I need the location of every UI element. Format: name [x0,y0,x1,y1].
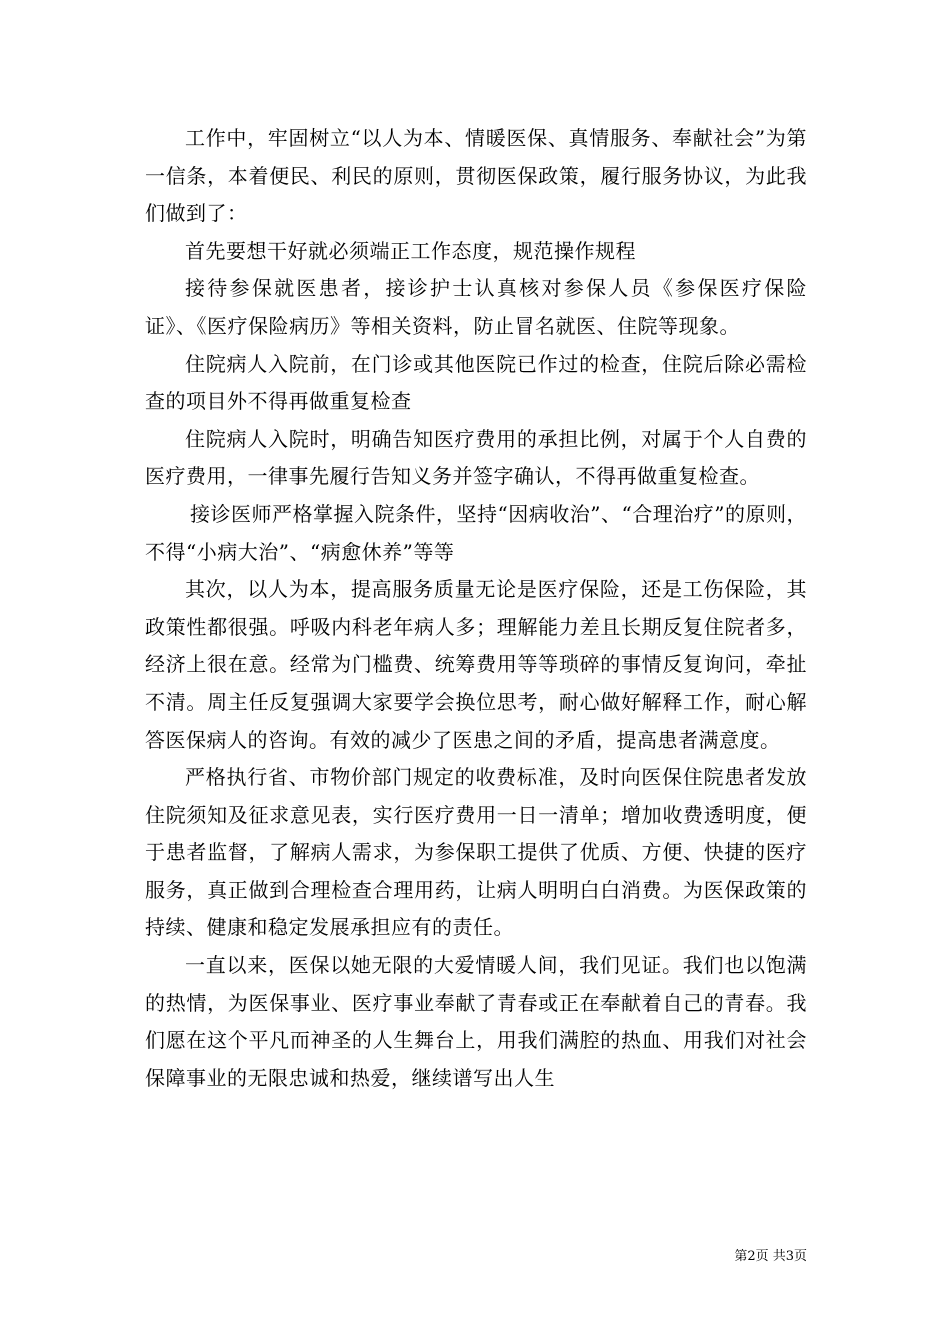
page-number-footer: 第2页 共3页 [734,1249,807,1264]
paragraph-1: 工作中，牢固树立“以人为本、情暖医保、真情服务、奉献社会”为第一信条，本着便民、利民的原则，贯彻医保政策，履行服务协议，为此我们做到了： [145,126,807,226]
paragraph-3: 接待参保就医患者，接诊护士认真核对参保人员《参保医疗保险证》、《医疗保险病历》等相关资料，防止冒名就医、住院等现象。 [145,276,807,338]
paragraph-6: 接诊医师严格掌握入院条件，坚持“因病收治”、“合理治疗”的原则，不得“小病大治”、“病愈休养”等等 [145,501,807,564]
paragraph-9: 一直以来，医保以她无限的大爱情暖人间，我们见证。我们也以饱满的热情，为医保事业、医疗事业奉献了青春或正在奉献着自己的青春。我们愿在这个平凡而神圣的人生舞台上，用我们满腔的热血、用我们对社会保障事业的无限忠诚和热爱，继续谱写出人生 [145,953,807,1090]
paragraph-2: 首先要想干好就必须端正工作态度，规范操作规程 [185,238,636,263]
paragraph-7: 其次，以人为本，提高服务质量无论是医疗保险，还是工伤保险，其政策性都很强。呼吸内科老年病人多；理解能力差且长期反复住院者多，经济上很在意。经常为门槛费、统筹费用等等琐碎的事情反复询问，牵扯不清。周主任反复强调大家要学会换位思考，耐心做好解释工作，耐心解答医保病人的咨询。有效的减少了医患之间的矛盾，提高患者满意度。 [145,577,807,752]
paragraph-8: 严格执行省、市物价部门规定的收费标准，及时向医保住院患者发放住院须知及征求意见表，实行医疗费用一日一清单；增加收费透明度，便于患者监督，了解病人需求，为参保职工提供了优质、方便、快捷的医疗服务，真正做到合理检查合理用药，让病人明明白白消费。为医保政策的持续、健康和稳定发展承担应有的责任。 [145,765,807,940]
paragraph-5: 住院病人入院时，明确告知医疗费用的承担比例，对属于个人自费的医疗费用，一律事先履行告知义务并签字确认，不得再做重复检查。 [145,426,807,489]
paragraph-4: 住院病人入院前，在门诊或其他医院已作过的检查，住院后除必需检查的项目外不得再做重复检查 [145,351,807,414]
body-text [145,120,807,1097]
